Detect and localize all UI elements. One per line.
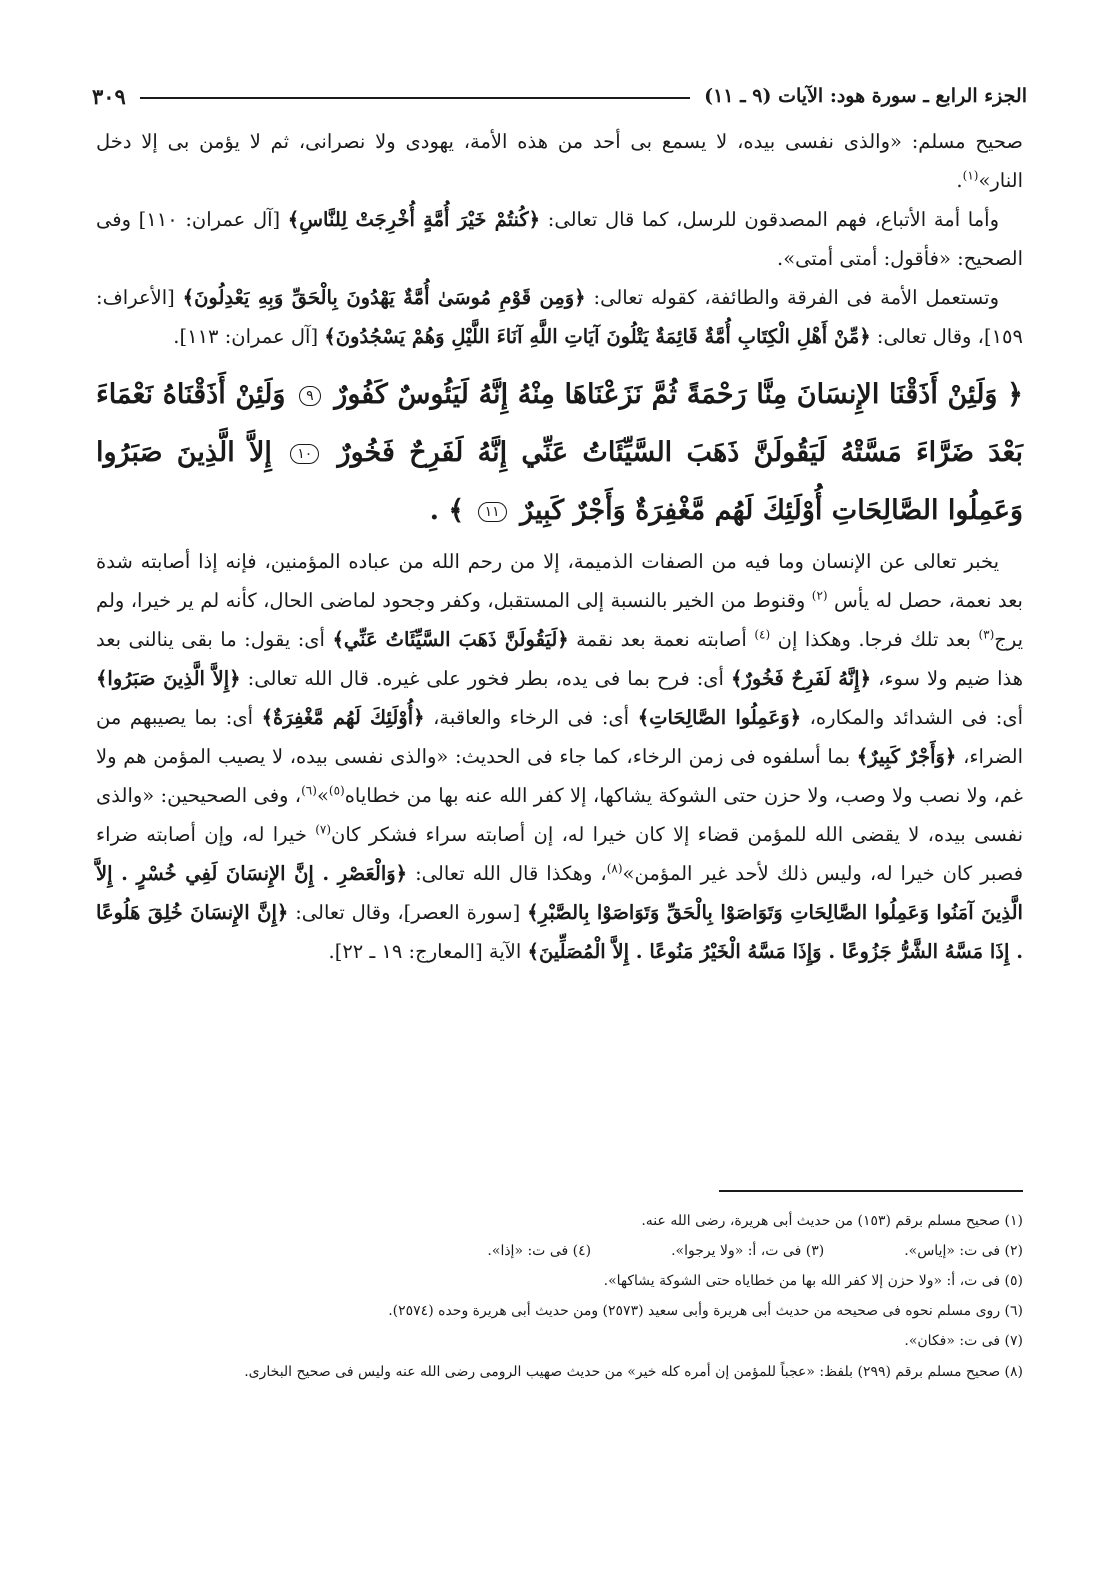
footnote-6: (٦) روى مسلم نحوه فى صحيحه من حديث أبى هريرة وأبى سعيد (٢٥٧٣) ومن حديث أبى هريرة وحده (٢٥٧٤). <box>388 1303 1023 1319</box>
quran-quote: ﴿إِلاَّ الَّذِينَ صَبَرُوا﴾ <box>96 667 241 690</box>
text-span: بما أسلفوه فى زمن الرخاء، كما جاء فى الحديث: «والذى نفسى بيده، لا يصيب المؤمن هم ولا غم، ولا نصب ولا وصب، ولا حزن حتى الشوكة يشاكها، إلا كفر الله عنه بها من خطاياه <box>96 745 1023 807</box>
text-span: أى: يقول: ما بقى ينالنى بعد هذا ضيم ولا سوء، <box>96 628 1024 690</box>
quran-quote: ﴿لَيَقُولَنَّ ذَهَبَ السَّيِّئَاتُ عَنِّي﴾ <box>332 628 569 651</box>
paragraph-umma-sect <box>96 278 1023 356</box>
text-span: أى: فرح بما فى يده، بطر فخور على غيره. قال الله تعالى: <box>247 667 724 690</box>
footnote-ref: (٤) <box>754 627 771 642</box>
quran-quote: ﴿إِنَّ الإِنسَانَ خُلِقَ هَلُوعًا . إِذَا مَسَّهُ الشَّرُّ جَزُوعًا . وَإِذَا مَسَّهُ الْخَيْرُ مَنُوعًا . إِلاَّ الْمُصَلِّينَ﴾ <box>96 901 1023 963</box>
footnote-row <box>96 1236 1023 1266</box>
footnote-5: (٥) فى ت، أ: «ولا حزن إلا كفر الله بها من خطاياه حتى الشوكة يشاكها». <box>603 1273 1023 1289</box>
header-rule <box>140 97 690 99</box>
verse-text: وَلَئِنْ أَذَقْنَاهُ نَعْمَاءَ بَعْدَ ضَرَّاءَ مَسَّتْهُ لَيَقُولَنَّ ذَهَبَ السَّيِّئَاتُ عَنِّي إِنَّهُ لَفَرِحٌ فَخُورٌ <box>96 379 1023 468</box>
text-span: خيرا له، وإن أصابته ضراء فصبر كان خيرا له، وليس ذلك لأحد غير المؤمن» <box>96 823 1024 885</box>
verse-open-bracket: ﴿ <box>1007 379 1023 410</box>
footnote-separator <box>719 1190 1023 1192</box>
page-number: ٣٠٩ <box>92 83 126 109</box>
footnote-ref: (٨) <box>606 861 623 876</box>
verse-block <box>96 366 1023 540</box>
text-span: الآية [المعارج: ١٩ ـ ٢٢]. <box>328 940 522 963</box>
quran-quote: ﴿كُنتُمْ خَيْرَ أُمَّةٍ أُخْرِجَتْ لِلنَّاسِ﴾ <box>287 208 541 231</box>
verse-text: وَلَئِنْ أَذَقْنَا الإِنسَانَ مِنَّا رَحْمَةً ثُمَّ نَزَعْنَاهَا مِنْهُ إِنَّهُ لَيَئُوسٌ كَفُورٌ <box>334 379 998 410</box>
verse-close-bracket: ﴾ . <box>429 495 465 526</box>
text-span: [آل عمران: ١١٠] وفى الصحيح: «فأقول: أمتى أمتى». <box>96 208 1023 270</box>
text-span: [سورة العصر]، وقال تعالى: <box>295 901 521 924</box>
footnote-ref: (٦) <box>301 783 317 798</box>
quran-quote: ﴿وَعَمِلُوا الصَّالِحَاتِ﴾ <box>637 706 802 729</box>
footnote-ref: (٧) <box>315 822 332 837</box>
text-span: ، وفى الصحيحين: «والذى نفسى بيده، لا يقضى الله للمؤمن قضاء إلا كان خيرا له، إن أصابته سراء فشكر كان <box>96 784 1024 846</box>
quran-quote: ﴿مِّنْ أَهْلِ الْكِتَابِ أُمَّةٌ قَائِمَةٌ يَتْلُونَ آيَاتِ اللَّهِ آنَاءَ اللَّيْلِ وَهُمْ يَسْجُدُونَ﴾ <box>324 325 871 348</box>
footnote-4: (٤) فى ت: «إذا». <box>487 1243 592 1259</box>
footnotes <box>96 1206 1023 1384</box>
footnote-3: (٣) فى ت، أ: «ولا يرجوا». <box>671 1243 825 1259</box>
footnote-ref: (٣) <box>978 627 995 642</box>
text-span: ، وهكذا قال الله تعالى: <box>415 862 607 885</box>
footnote-1: (١) صحيح مسلم برقم (١٥٣) من حديث أبى هريرة، رضى الله عنه. <box>641 1213 1023 1229</box>
text-span: أصابته نعمة بعد نقمة <box>576 628 747 651</box>
quran-quote: ﴿وَمِن قَوْمِ مُوسَىٰ أُمَّةٌ يَهْدُونَ بِالْحَقِّ وَبِهِ يَعْدِلُونَ﴾ <box>182 286 586 309</box>
text-span: [الأعراف: ١٥٩]، وقال تعالى: <box>96 286 1023 348</box>
text-span: وتستعمل الأمة فى الفرقة والطائفة، كقوله تعالى: <box>593 286 1000 309</box>
quran-quote: ﴿وَأَجْرٌ كَبِيرٌ﴾ <box>856 745 957 768</box>
footnote-2: (٢) فى ت: «إياس». <box>904 1243 1023 1259</box>
text-span: [آل عمران: ١١٣]. <box>173 325 319 348</box>
footnote-ref: (٥) <box>328 783 345 798</box>
text-span: صحيح مسلم: «والذى نفسى بيده، لا يسمع بى أحد من هذه الأمة، يهودى ولا نصرانى، ثم لا يؤمن بى إلا دخل النار» <box>96 130 1023 192</box>
aya-number-marker: ١٠ <box>290 444 319 464</box>
footnote-ref: (١) <box>962 168 979 183</box>
paragraph-umma-followers <box>96 200 1023 278</box>
text-span: » <box>316 784 329 807</box>
text-span: أى: بما يصيبهم من الضراء، <box>96 706 1023 768</box>
quran-quote: ﴿أُوْلَئِكَ لَهُم مَّغْفِرَةٌ﴾ <box>261 706 425 729</box>
footnote-ref: (٢) <box>811 588 828 603</box>
verse-text: إِلاَّ الَّذِينَ صَبَرُوا وَعَمِلُوا الصَّالِحَاتِ أُوْلَئِكَ لَهُم مَّغْفِرَةٌ وَأَجْرٌ كَبِيرٌ <box>96 437 1023 526</box>
running-header <box>92 78 1027 114</box>
paragraph-tafsir <box>96 542 1023 971</box>
text-span: أى: فى الرخاء والعاقبة، <box>433 706 630 729</box>
text-span: يخبر تعالى عن الإنسان وما فيه من الصفات الذميمة، إلا من رحم الله من عباده المؤمنين، فإنه إذا أصابته شدة بعد نعمة، حصل له يأس <box>96 550 1023 612</box>
text-span: أى: فى الشدائد والمكاره، <box>809 706 1023 729</box>
text-span: بعد تلك فرجا. وهكذا إن <box>777 628 971 651</box>
quran-quote: ﴿وَالْعَصْرِ . إِنَّ الإِنسَانَ لَفِي خُسْرٍ . إِلاَّ الَّذِينَ آمَنُوا وَعَمِلُوا الصَّالِحَاتِ وَتَوَاصَوْا بِالْحَقِّ وَتَوَاصَوْا بِالصَّبْرِ﴾ <box>96 862 1023 924</box>
text-span: وأما أمة الأتباع، فهم المصدقون للرسل، كما قال تعالى: <box>547 208 1000 231</box>
aya-number-marker: ١١ <box>478 502 507 522</box>
main-text <box>96 122 1023 971</box>
paragraph-muslim-hadith: صحيح مسلم: «والذى نفسى بيده، لا يسمع بى أحد من هذه الأمة، يهودى ولا نصرانى، ثم لا يؤمن بى إلا دخل النار»$^{(١)}$. <box>96 130 1023 192</box>
text-span: وقنوط من الخير بالنسبة إلى المستقبل، وكفر وجحود لماضى الحال، كأنه لم ير خيرا، ولم يرج <box>96 589 1024 651</box>
aya-number-marker: ٩ <box>299 386 321 406</box>
footnote-8: (٨) صحيح مسلم برقم (٢٩٩) بلفظ: «عجباً للمؤمن إن أمره كله خير» من حديث صهيب الرومى رضى الله عنه وليس فى صحيح البخارى. <box>244 1364 1023 1380</box>
header-title: الجزء الرابع ـ سورة هود: الآيات (٩ ـ ١١) <box>704 85 1027 107</box>
footnote-7: (٧) فى ت: «فكان». <box>904 1333 1023 1349</box>
quran-quote: ﴿إِنَّهُ لَفَرِحٌ فَخُورٌ﴾ <box>731 667 872 690</box>
